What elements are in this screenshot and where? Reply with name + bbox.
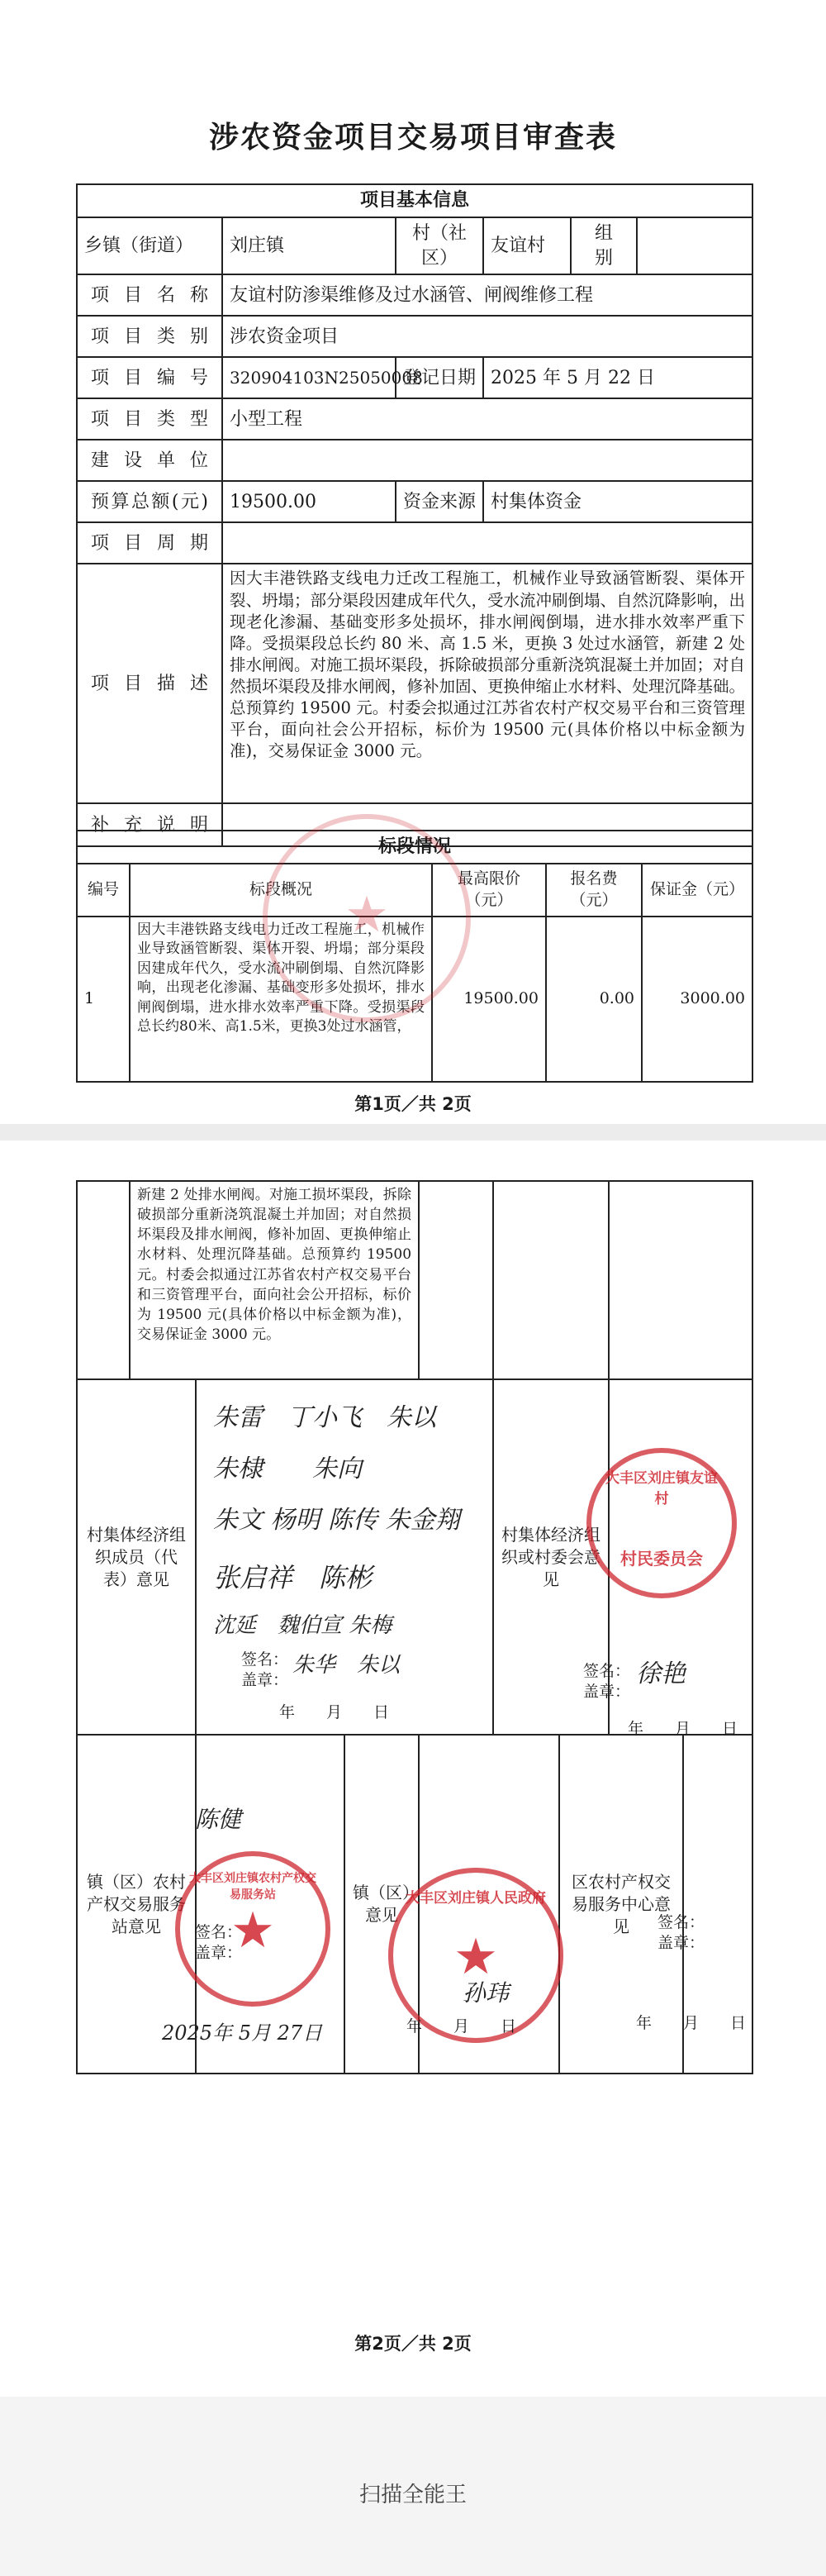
budget-label: 预算总额(元)	[77, 481, 222, 522]
committee-opinion-label: 村集体经济组织或村委会意见	[493, 1379, 609, 1735]
fund-source-label: 资金来源	[396, 481, 483, 522]
committee-sign-seal: 签名： 盖章：	[583, 1662, 631, 1701]
project-description-value: 因大丰港铁路支线电力迁改工程施工，机械作业导致涵管断裂、渠体开裂、坍塌；部分渠段因建成年代久，受水流冲刷倒塌、自然沉降影响，出现老化渗漏、基础变形多处损坏，排水闸阀倒塌，进水排水效率严重下降。受损渠段总长约 80 米、高 1.5 米，更换 3 处过水涵管，新建 2 处排水闸阀。对施工损坏渠段，拆除破损部分重新浇筑混凝土并加固；对自然损坏渠段及排水闸阀，修补加固、更换伸缩止水材料、处理沉降基础。总预算约 19500 元。村委会拟通过江苏省农村产权交易平台和三资管理平台，面向社会公开招标，标价为 19500 元(具体价格以中标金额为准)，交易保证金 3000 元。	[222, 564, 752, 803]
construction-unit-value	[222, 440, 752, 481]
lot-summary: 因大丰港铁路支线电力迁改工程施工，机械作业导致涵管断裂、渠体开裂、坍塌；部分渠段因建成年代久，受水流冲刷倒塌、自然沉降影响，出现老化渗漏、基础变形多处损坏，排水闸阀倒塌，进水排水效率严重下降。受损渠段总长约80米、高1.5米，更换3处过水涵管，	[130, 917, 432, 1082]
district-date: 年 月 日	[636, 2014, 747, 2032]
project-code-label: 项目编号	[77, 357, 222, 398]
lot-max-price: 19500.00	[432, 917, 546, 1082]
district-opinion-label: 区农村产权交易服务中心意见	[559, 1735, 683, 2074]
lots-header-no: 编号	[77, 864, 130, 917]
lot-deposit: 3000.00	[642, 917, 752, 1082]
scanner-app-name: 扫描全能王	[358, 2483, 467, 2507]
project-description-label: 项目描述	[77, 564, 222, 803]
station-signer: 陈健	[195, 1806, 242, 1833]
station-date-handwritten: 2025年 5月 27日	[162, 2021, 323, 2045]
lots-header-max-price: 最高限价（元）	[432, 864, 546, 917]
member-signature-row: 沈延 魏伯宣 朱梅	[213, 1613, 392, 1638]
town-signer: 孙玮	[463, 1979, 510, 2007]
project-period-value	[222, 522, 752, 564]
lots-section-title: 标段情况	[77, 831, 752, 864]
member-signature-row: 张启祥 陈彬	[213, 1562, 373, 1593]
committee-signer: 徐艳	[636, 1659, 686, 1688]
group-label: 组 别	[571, 217, 637, 274]
project-category-value: 涉农资金项目	[222, 316, 752, 357]
register-date-label: 登记日期	[396, 357, 483, 398]
project-name-value: 友谊村防渗渠维修及过水涵管、闸阀维修工程	[222, 274, 752, 316]
village-label: 村（社区）	[396, 217, 483, 274]
town-date: 年 月 日	[406, 2017, 517, 2036]
station-sign-seal: 签名： 盖章：	[195, 1923, 243, 1962]
project-period-label: 项目周期	[77, 522, 222, 564]
document-title: 涉农资金项目交易项目审查表	[208, 121, 617, 155]
project-name-label: 项目名称	[77, 274, 222, 316]
project-type-label: 项目类型	[77, 398, 222, 440]
village-value: 友谊村	[483, 217, 571, 274]
town-value: 刘庄镇	[222, 217, 396, 274]
register-date-value: 2025 年 5 月 22 日	[483, 357, 752, 398]
fund-source-value: 村集体资金	[483, 481, 752, 522]
member-signature-row: 朱雷 丁小飞 朱以	[213, 1403, 436, 1432]
basic-info-table	[76, 183, 753, 847]
members-opinion-label: 村集体经济组织成员（代表）意见	[77, 1379, 196, 1735]
lot-summary-continued: 新建 2 处排水闸阀。对施工损坏渠段，拆除破损部分重新浇筑混凝土并加固；对自然损坏渠段及排水闸阀，修补加固、更换伸缩止水材料、处理沉降基础。总预算约 19500 元。村委会拟通过江苏省农村产权交易平台和三资管理平台，面向社会公开招标，标价为 19500 元(具体价格以中标金额为准)，交易保证金 3000 元。	[130, 1181, 419, 1379]
lots-header-deposit: 保证金（元）	[642, 864, 752, 917]
town-label: 乡镇（街道）	[77, 217, 222, 274]
remark-label: 补充说明	[77, 803, 222, 846]
page-2	[0, 1140, 826, 2397]
town-opinion-label: 镇（区）意见	[344, 1735, 419, 2074]
member-signature-row: 朱文 杨明 陈传 朱金翔	[213, 1506, 460, 1535]
lot-fee: 0.00	[546, 917, 642, 1082]
station-seal-stamp: 大丰区刘庄镇农村产权交易服务站 ★	[175, 1851, 330, 2007]
members-date: 年 月 日	[279, 1703, 390, 1721]
basic-section-title: 项目基本信息	[77, 184, 752, 217]
page-1	[0, 0, 826, 1124]
page-number-2: 第2页／共 2页	[354, 2334, 472, 2354]
budget-value: 19500.00	[222, 481, 396, 522]
members-sign-seal: 签名： 盖章：	[241, 1650, 289, 1689]
scanner-footer	[0, 2397, 826, 2576]
page-separator	[0, 1124, 826, 1140]
station-opinion-label: 镇（区）农村产权交易服务站意见	[77, 1735, 196, 2074]
district-sign-seal: 签名： 盖章：	[657, 1913, 705, 1952]
project-type-value: 小型工程	[222, 398, 752, 440]
lots-header-fee: 报名费（元）	[546, 864, 642, 917]
committee-seal-stamp: 大丰区刘庄镇友谊村 村民委员会	[586, 1448, 737, 1598]
lots-header-summary: 标段概况	[130, 864, 432, 917]
construction-unit-label: 建设单位	[77, 440, 222, 481]
members-signer: 朱华 朱以	[292, 1653, 401, 1678]
group-value	[637, 217, 752, 274]
town-seal-stamp: 大丰区刘庄镇人民政府 ★	[388, 1868, 563, 2043]
page-number-1: 第1页／共 2页	[354, 1094, 472, 1114]
faint-seal-stamp: ★	[263, 814, 471, 1022]
lot-no: 1	[77, 917, 130, 1082]
project-category-label: 项目类别	[77, 316, 222, 357]
member-signature-row: 朱棣 朱向	[213, 1455, 362, 1483]
committee-date: 年 月 日	[628, 1720, 738, 1738]
project-code-value: 320904103N25050008	[222, 357, 396, 398]
